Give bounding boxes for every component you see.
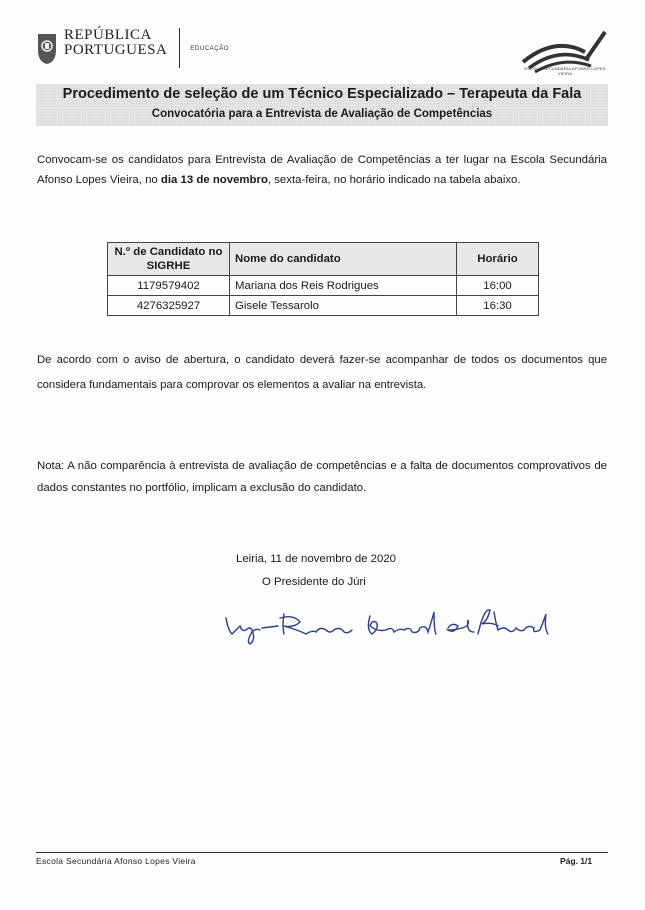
table-row [108, 296, 539, 316]
candidate-number: 4276325927 [108, 296, 230, 316]
intro-paragraph [37, 150, 607, 190]
republica-portuguesa-logo [36, 28, 229, 72]
candidate-time: 16:00 [457, 276, 539, 296]
document-title: Procedimento de seleção de um Técnico Especializado – Terapeuta da Fala [62, 86, 582, 102]
candidate-name: Gisele Tessarolo [230, 296, 457, 316]
portuguesa-text: PORTUGUESA [64, 42, 168, 58]
documents-paragraph: De acordo com o aviso de abertura, o candidato deverá fazer-se acompanhar de todos os documentos que considera fundamentais para comprovar os elementos a avaliar na entrevista. [37, 354, 607, 391]
republica-text: REPÚBLICA [64, 27, 152, 43]
handwritten-signature [222, 600, 552, 648]
candidate-time: 16:30 [457, 296, 539, 316]
intro-text-end: , sexta-feira, no horário indicado na tabela abaixo. [267, 174, 521, 186]
note-paragraph: Nota: A não comparência à entrevista de avaliação de competências e a falta de documentos comprovativos de dados constantes no portfólio, implicam a exclusão do candidato. [37, 460, 607, 494]
interview-date: dia 13 de novembro [160, 174, 268, 186]
header-divider [179, 28, 180, 68]
table-header-row [108, 243, 539, 276]
jury-president-title: O Presidente do Júri [262, 576, 366, 588]
col-header-candidate-number: N.º de Candidato no SIGRHE [108, 243, 230, 276]
col-header-schedule: Horário [457, 243, 539, 276]
school-logo-caption: ESCOLA SECUNDÁRIA AFONSO LOPES VIEIRA [524, 66, 606, 76]
document-subtitle: Convocatória para a Entrevista de Avaliação de Competências [151, 108, 493, 120]
candidate-number: 1179579402 [108, 276, 230, 296]
page-number: Pág. 1/1 [560, 856, 593, 866]
intro-text-start: Convocam-se os candidatos para Entrevista de Avaliação de Competências a ter lugar na Escola Secundária Afonso Lopes Vieira, no [37, 154, 607, 186]
col-header-candidate-name: Nome do candidato [230, 243, 457, 276]
footer-school-name: Escola Secundária Afonso Lopes Vieira [36, 856, 196, 866]
footer-divider [36, 852, 608, 853]
candidate-name: Mariana dos Reis Rodrigues [230, 276, 457, 296]
place-date: Leiria, 11 de novembro de 2020 [236, 553, 397, 565]
table-row [108, 276, 539, 296]
candidates-table [107, 242, 539, 316]
republic-emblem-icon [36, 30, 58, 66]
ministry-label: EDUCAÇÃO [190, 46, 230, 52]
